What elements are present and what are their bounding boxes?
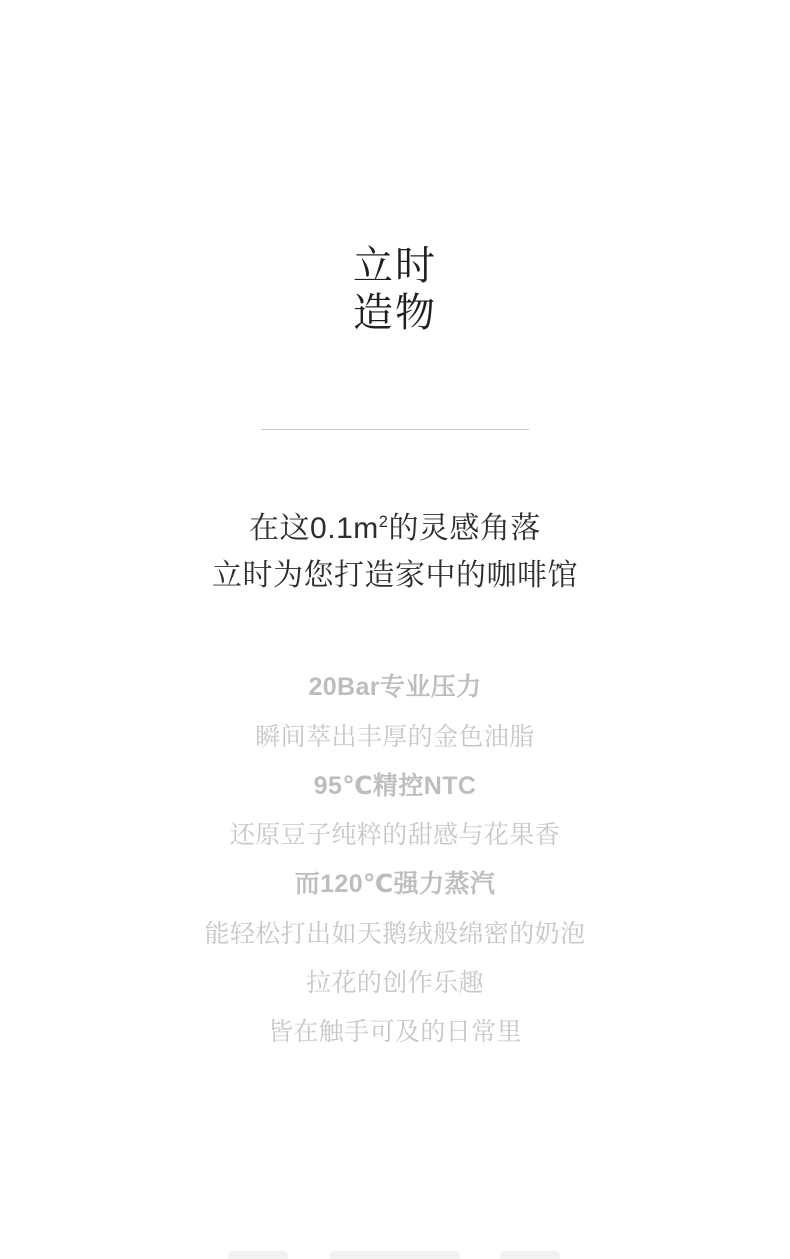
headline-superscript: 2 [378, 513, 389, 532]
brand-title-line-1: 立时 [353, 244, 437, 288]
feature-copy-block [204, 663, 585, 1057]
bottom-edge-shape-right [500, 1251, 560, 1259]
headline-line-2: 立时为您打造家中的咖啡馆 [212, 558, 578, 592]
feature-line-4: 还原豆子纯粹的甜感与花果香 [229, 821, 561, 850]
horizontal-divider [261, 429, 529, 430]
brand-title-line-2: 造物 [353, 291, 437, 336]
brand-title [353, 243, 437, 337]
headline-block [212, 506, 578, 599]
divider-container [0, 429, 790, 430]
feature-line-3: 95℃精控NTC [313, 771, 477, 800]
bottom-edge-shape-center [330, 1251, 460, 1259]
feature-line-6: 能轻松打出如天鹅绒般绵密的奶泡 [204, 919, 586, 948]
feature-line-1: 20Bar专业压力 [308, 673, 482, 702]
feature-line-5: 而120℃强力蒸汽 [294, 870, 496, 899]
headline-line-1-prefix: 在这0.1m [249, 512, 379, 546]
bottom-image-edge [0, 1249, 790, 1259]
feature-line-8: 皆在触手可及的日常里 [267, 1018, 522, 1047]
headline-line-1-suffix: 的灵感角落 [388, 512, 541, 546]
headline-line-1 [212, 506, 578, 553]
feature-line-7: 拉花的创作乐趣 [306, 968, 484, 997]
feature-line-2: 瞬间萃出丰厚的金色油脂 [255, 722, 535, 751]
bottom-edge-shape-left [228, 1251, 288, 1259]
